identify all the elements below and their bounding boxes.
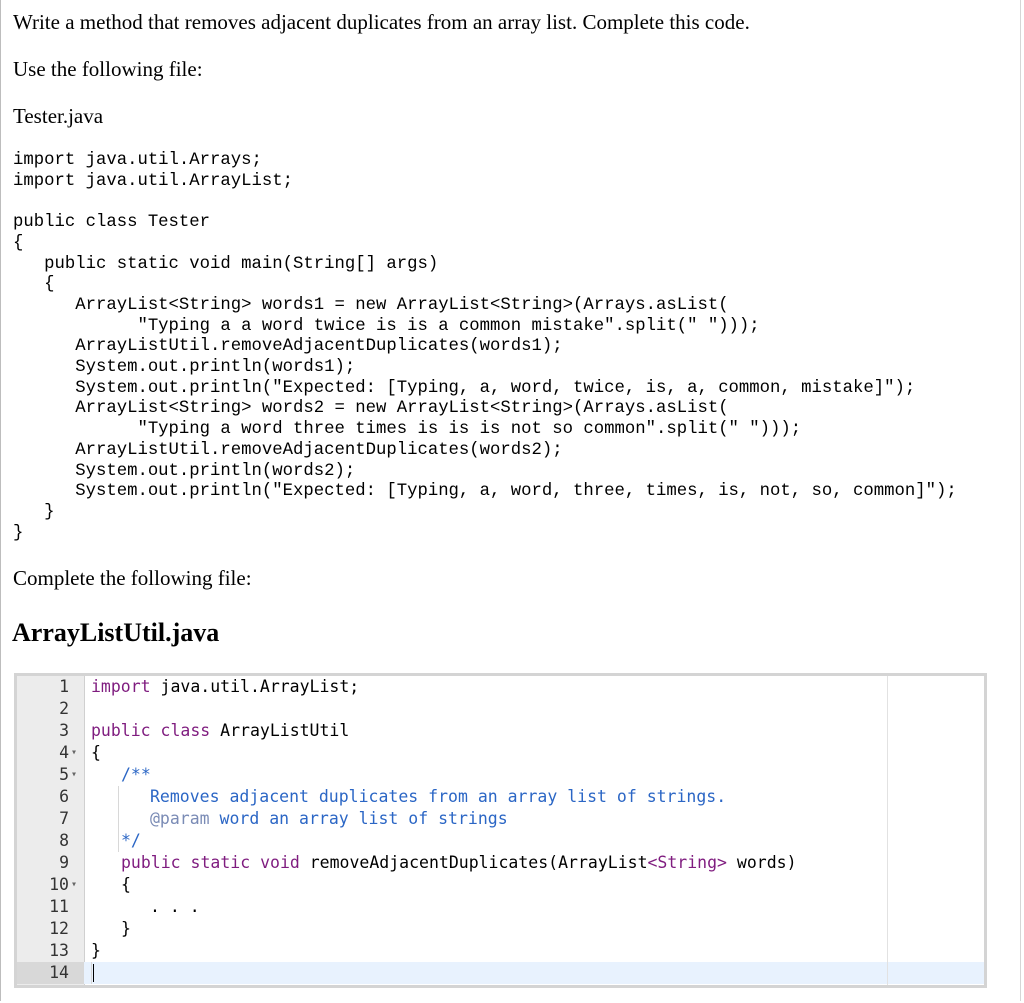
fold-arrow-icon[interactable]: ▾ [71,747,78,758]
keyword: import [91,677,151,696]
complete-file-label: Complete the following file: [13,566,252,590]
code-line-11: . . . [150,897,200,916]
line-number: 14 [49,963,69,982]
editor-gutter [17,676,85,985]
code-line-8: */ [121,831,141,850]
code-text: words) [726,853,797,872]
line-number: 9 [59,853,69,872]
javadoc-tag: @param [150,809,210,828]
code-text: removeAdjacentDuplicates(ArrayList [299,853,648,872]
code-line-4: { [91,743,101,762]
indent-guide [118,786,119,852]
tester-code-block: import java.util.Arrays; import java.util.ArrayList; public class Tester { public static void main(String[] args) { ArrayList<String> words1 = new ArrayList<String>(Arrays.asList( "Typing a a word twice is is a common mistake".split(" "))); ArrayListUtil.removeAdjacentDuplicates(words1); System.out.println(words1); System.out.println("Expected: [Typing, a, word, twice, is, a, common, mistake]"); ArrayList<String> words2 = new ArrayList<String>(Arrays.asList( "Typing a word three times is is is not so common".split(" "))); ArrayListUtil.removeAdjacentDuplicates(words2); System.out.println(words2); System.out.println("Expected: [Typing, a, word, three, times, is, not, so, common]"); } } [13,151,957,543]
line-number: 3 [59,721,69,740]
keyword: public class [91,721,211,740]
line-number: 1 [59,677,69,696]
text-cursor [93,964,94,982]
editor-lines[interactable] [91,676,984,985]
line-number: 8 [59,831,69,850]
fold-arrow-icon[interactable]: ▾ [71,879,78,890]
line-number: 4 [59,743,69,762]
keyword: public static void [121,853,300,872]
line-number: 6 [59,787,69,806]
code-line-6: Removes adjacent duplicates from an array list of strings. [150,787,727,806]
code-line-3 [91,720,349,742]
code-line-7 [150,808,508,830]
line-number: 12 [49,919,69,938]
fold-arrow-icon[interactable]: ▾ [71,769,78,780]
code-text: ArrayListUtil [210,721,350,740]
code-line-10: { [121,875,131,894]
code-line-12: } [121,919,131,938]
line-number: 11 [49,897,69,916]
line-number: 7 [59,809,69,828]
target-filename-heading: ArrayListUtil.java [12,618,220,647]
use-file-label: Use the following file: [13,57,203,81]
line-number: 2 [59,699,69,718]
generic-type: <String> [647,853,727,872]
code-line-1 [91,676,359,698]
code-line-5: /** [121,765,151,784]
comment-text: word an array list of strings [209,809,508,828]
code-line-9 [121,852,797,874]
line-number: 13 [49,941,69,960]
code-text: java.util.ArrayList; [150,677,360,696]
indent-guide [91,962,92,984]
line-number: 5 [59,765,69,784]
code-line-13: } [91,941,101,960]
tester-filename: Tester.java [13,104,104,128]
problem-statement: Write a method that removes adjacent duplicates from an array list. Complete this code. [13,10,750,34]
line-number: 10 [49,875,69,894]
code-editor[interactable] [14,673,987,988]
